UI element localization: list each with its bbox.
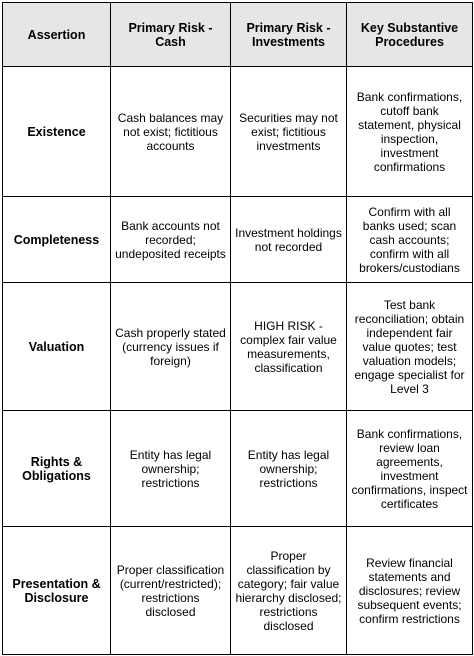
investment-risk-cell: HIGH RISK - complex fair value measurements, classification (231, 283, 347, 411)
cash-risk-cell: Cash balances may not exist; fictitious accounts (111, 67, 231, 197)
header-row (3, 3, 473, 67)
cash-risk-cell: Cash properly stated (currency issues if foreign) (111, 283, 231, 411)
table-row (3, 197, 473, 283)
assertion-cell: Presentation & Disclosure (3, 527, 111, 655)
table-row (3, 67, 473, 197)
cash-risk-cell: Proper classification (current/restricted); restrictions disclosed (111, 527, 231, 655)
header-primary-risk-cash: Primary Risk - Cash (111, 3, 231, 67)
procedures-cell: Review financial statements and disclosures; review subsequent events; confirm restrictions (347, 527, 473, 655)
procedures-cell: Confirm with all banks used; scan cash accounts; confirm with all brokers/custodians (347, 197, 473, 283)
assertion-cell: Existence (3, 67, 111, 197)
header-assertion: Assertion (3, 3, 111, 67)
header-primary-risk-investments: Primary Risk - Investments (231, 3, 347, 67)
assertion-cell: Completeness (3, 197, 111, 283)
assertion-cell: Valuation (3, 283, 111, 411)
table-row (3, 527, 473, 655)
table-row (3, 411, 473, 527)
assertion-risk-table (2, 2, 473, 655)
procedures-cell: Bank confirmations, review loan agreements, investment confirmations, inspect certificates (347, 411, 473, 527)
investment-risk-cell: Investment holdings not recorded (231, 197, 347, 283)
investment-risk-cell: Entity has legal ownership; restrictions (231, 411, 347, 527)
assertion-cell: Rights & Obligations (3, 411, 111, 527)
cash-risk-cell: Bank accounts not recorded; undeposited receipts (111, 197, 231, 283)
procedures-cell: Bank confirmations, cutoff bank statement, physical inspection, investment confirmations (347, 67, 473, 197)
procedures-cell: Test bank reconciliation; obtain independent fair value quotes; test valuation models; engage specialist for Level 3 (347, 283, 473, 411)
table-row (3, 283, 473, 411)
investment-risk-cell: Proper classification by category; fair value hierarchy disclosed; restrictions disclosed (231, 527, 347, 655)
cash-risk-cell: Entity has legal ownership; restrictions (111, 411, 231, 527)
header-key-substantive-procedures: Key Substantive Procedures (347, 3, 473, 67)
investment-risk-cell: Securities may not exist; fictitious investments (231, 67, 347, 197)
